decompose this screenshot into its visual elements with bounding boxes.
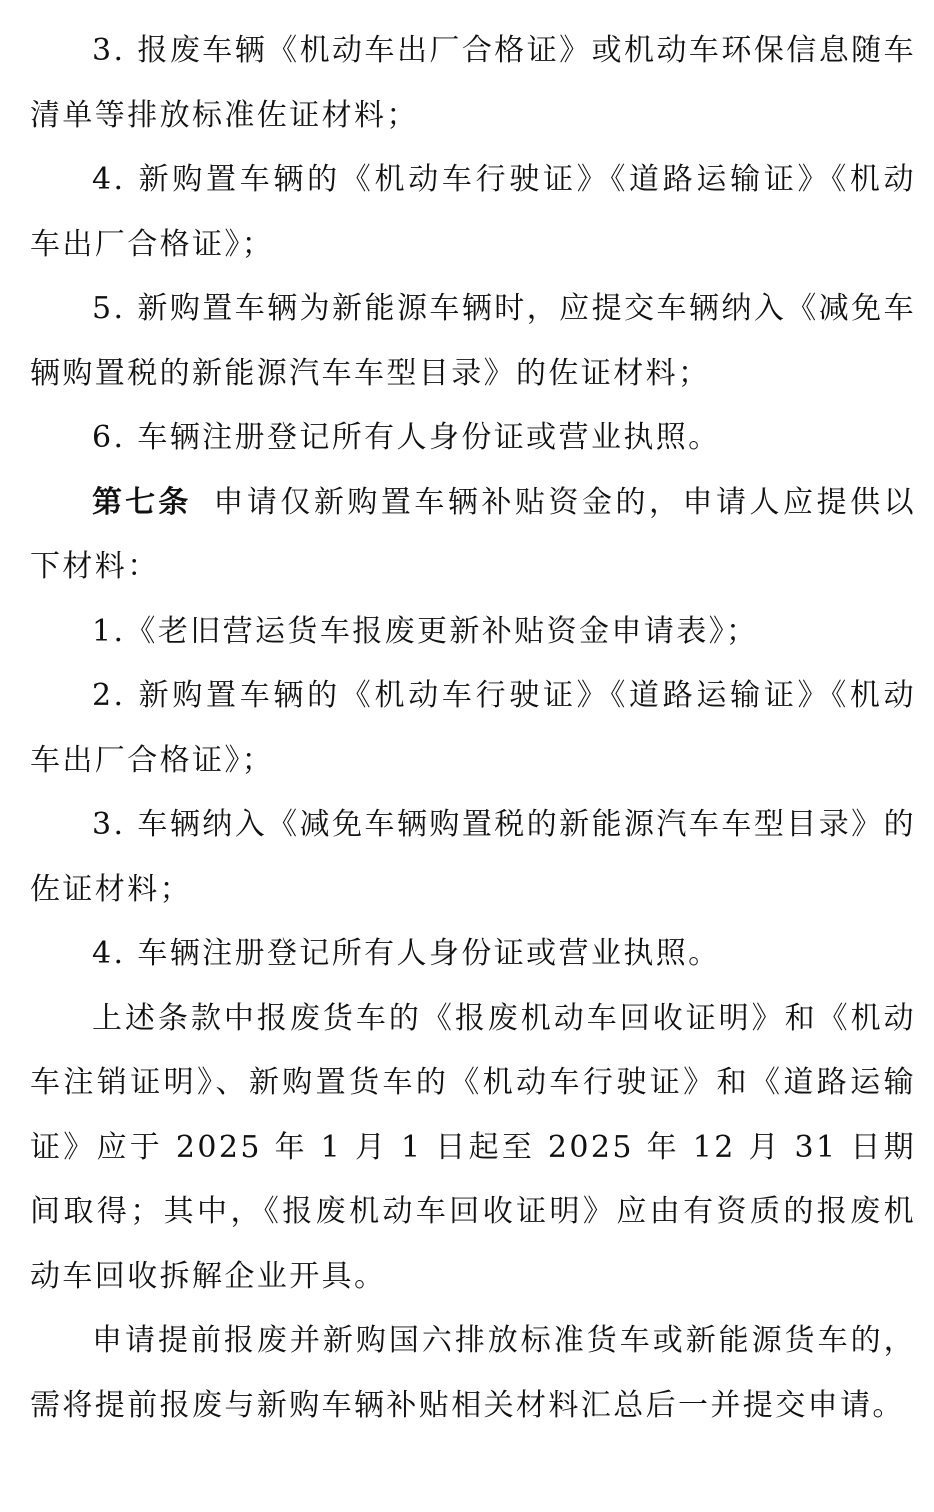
paragraph-combined-application: 申请提前报废并新购国六排放标准货车或新能源货车的，需将提前报废与新购车辆补贴相关材料汇总后一并提交申请。 [30,1323,916,1423]
paragraph-item-1-application-form: 1.《老旧营运货车报废更新补贴资金申请表》； [92,613,759,649]
paragraph-document-date-requirements: 上述条款中报废货车的《报废机动车回收证明》和《机动车注销证明》、新购置货车的《机动车行驶证》和《道路运输证》应于 2025 年 1 月 1 日起至 2025 年 12 月 31 日期间取得；其中，《报废机动车回收证明》应由有资质的报废机动车回收拆解企业开具。 [30,1000,916,1294]
paragraph-item-2-new-vehicle-documents: 2. 新购置车辆的《机动车行驶证》《道路运输证》《机动车出厂合格证》； [30,678,916,778]
paragraph-item-4-owner-identity: 4. 车辆注册登记所有人身份证或营业执照。 [92,936,721,971]
paragraph-item-6-owner-identity: 6. 车辆注册登记所有人身份证或营业执照。 [92,420,721,455]
article-seven-heading: 第七条 [92,484,192,520]
paragraph-item-5-new-energy-vehicle-proof: 5. 新购置车辆为新能源车辆时，应提交车辆纳入《减免车辆购置税的新能源汽车车型目录》的佐证材料； [30,291,916,391]
paragraph-item-3-new-energy-vehicle-proof: 3. 车辆纳入《减免车辆购置税的新能源汽车车型目录》的佐证材料； [30,807,916,907]
article-seven-paragraph [30,471,916,600]
article-seven-text: 申请仅新购置车辆补贴资金的，申请人应提供以下材料： [30,484,916,584]
paragraph-item-3-scrapped-vehicle-certificate: 3. 报废车辆《机动车出厂合格证》或机动车环保信息随车清单等排放标准佐证材料； [30,33,916,133]
paragraph-item-4-new-vehicle-documents: 4. 新购置车辆的《机动车行驶证》《道路运输证》《机动车出厂合格证》； [30,162,916,262]
